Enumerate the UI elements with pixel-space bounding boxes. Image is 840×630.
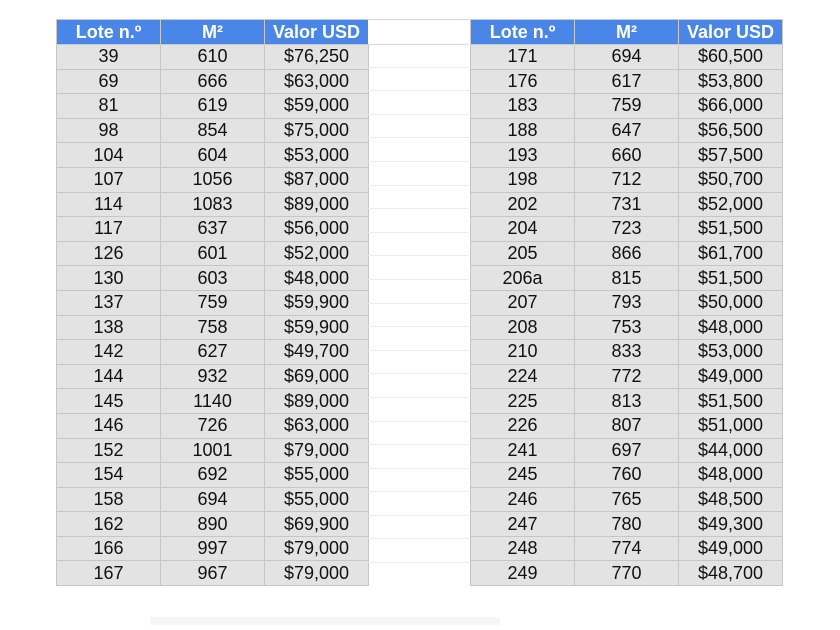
area-m2-cell: 759 <box>161 290 265 315</box>
area-m2-cell: 815 <box>575 266 679 291</box>
header-row <box>471 20 783 45</box>
table-row <box>57 167 369 192</box>
area-m2-cell: 833 <box>575 340 679 365</box>
table-row <box>57 315 369 340</box>
bottom-divider <box>150 617 500 625</box>
value-usd-cell: $79,000 <box>265 438 369 463</box>
area-m2-cell: 866 <box>575 241 679 266</box>
value-usd-cell: $51,500 <box>679 217 783 242</box>
lot-number-cell: 193 <box>471 143 575 168</box>
table-row <box>57 487 369 512</box>
table-row <box>471 94 783 119</box>
table-row <box>57 118 369 143</box>
value-usd-header: Valor USD <box>679 20 783 45</box>
table-row <box>471 315 783 340</box>
spacer-line <box>368 162 469 186</box>
value-usd-cell: $55,000 <box>265 463 369 488</box>
lot-number-cell: 146 <box>57 413 161 438</box>
area-m2-cell: 890 <box>161 512 265 537</box>
area-m2-cell: 692 <box>161 463 265 488</box>
table-row <box>471 290 783 315</box>
area-m2-header: M² <box>575 20 679 45</box>
value-usd-cell: $76,250 <box>265 45 369 70</box>
spacer-line <box>368 469 469 493</box>
spacer-line <box>368 233 469 257</box>
value-usd-cell: $87,000 <box>265 167 369 192</box>
area-m2-cell: 813 <box>575 389 679 414</box>
area-m2-cell: 1083 <box>161 192 265 217</box>
value-usd-cell: $55,000 <box>265 487 369 512</box>
table-row <box>471 241 783 266</box>
area-m2-cell: 603 <box>161 266 265 291</box>
area-m2-cell: 772 <box>575 364 679 389</box>
table-row <box>57 389 369 414</box>
area-m2-cell: 604 <box>161 143 265 168</box>
lot-number-cell: 107 <box>57 167 161 192</box>
value-usd-cell: $48,700 <box>679 561 783 586</box>
value-usd-cell: $51,500 <box>679 266 783 291</box>
value-usd-cell: $48,000 <box>679 463 783 488</box>
value-usd-cell: $48,000 <box>679 315 783 340</box>
spacer-line <box>368 422 469 446</box>
table-row <box>471 69 783 94</box>
table-row <box>57 143 369 168</box>
lot-number-cell: 104 <box>57 143 161 168</box>
spacer-line <box>368 327 469 351</box>
area-m2-cell: 601 <box>161 241 265 266</box>
lot-number-cell: 130 <box>57 266 161 291</box>
lot-number-cell: 145 <box>57 389 161 414</box>
lot-price-table-right <box>470 19 783 586</box>
lot-number-cell: 69 <box>57 69 161 94</box>
area-m2-cell: 997 <box>161 536 265 561</box>
lot-number-cell: 183 <box>471 94 575 119</box>
lot-number-cell: 245 <box>471 463 575 488</box>
area-m2-cell: 694 <box>161 487 265 512</box>
spacer-line <box>368 492 469 516</box>
lot-number-cell: 246 <box>471 487 575 512</box>
area-m2-cell: 780 <box>575 512 679 537</box>
area-m2-cell: 753 <box>575 315 679 340</box>
lot-number-cell: 138 <box>57 315 161 340</box>
lot-number-cell: 205 <box>471 241 575 266</box>
spacer-line <box>368 304 469 328</box>
table-row <box>57 561 369 586</box>
table-row <box>471 118 783 143</box>
spacer-line <box>368 516 469 540</box>
value-usd-cell: $60,500 <box>679 45 783 70</box>
table-row <box>471 143 783 168</box>
lot-number-cell: 207 <box>471 290 575 315</box>
lot-number-cell: 188 <box>471 118 575 143</box>
value-usd-cell: $49,700 <box>265 340 369 365</box>
lot-number-cell: 204 <box>471 217 575 242</box>
table-row <box>471 389 783 414</box>
spacer-gridlines <box>368 44 469 563</box>
table-row <box>471 364 783 389</box>
area-m2-cell: 932 <box>161 364 265 389</box>
area-m2-cell: 1140 <box>161 389 265 414</box>
table-row <box>57 463 369 488</box>
value-usd-cell: $61,700 <box>679 241 783 266</box>
lot-number-cell: 249 <box>471 561 575 586</box>
area-m2-cell: 723 <box>575 217 679 242</box>
value-usd-cell: $89,000 <box>265 389 369 414</box>
area-m2-cell: 759 <box>575 94 679 119</box>
value-usd-cell: $49,000 <box>679 364 783 389</box>
lot-number-cell: 171 <box>471 45 575 70</box>
lot-number-cell: 176 <box>471 69 575 94</box>
spacer-line <box>368 44 469 68</box>
value-usd-cell: $79,000 <box>265 536 369 561</box>
value-usd-cell: $59,900 <box>265 290 369 315</box>
lot-number-cell: 248 <box>471 536 575 561</box>
area-m2-cell: 637 <box>161 217 265 242</box>
value-usd-cell: $53,000 <box>265 143 369 168</box>
area-m2-cell: 807 <box>575 413 679 438</box>
lot-number-cell: 39 <box>57 45 161 70</box>
spacer-line <box>368 445 469 469</box>
value-usd-cell: $48,000 <box>265 266 369 291</box>
table-row <box>471 512 783 537</box>
area-m2-cell: 760 <box>575 463 679 488</box>
spacer-line <box>368 115 469 139</box>
value-usd-cell: $63,000 <box>265 413 369 438</box>
lot-number-cell: 114 <box>57 192 161 217</box>
lot-number-cell: 167 <box>57 561 161 586</box>
value-usd-cell: $53,800 <box>679 69 783 94</box>
spacer-line <box>368 91 469 115</box>
value-usd-cell: $69,900 <box>265 512 369 537</box>
lot-number-cell: 206a <box>471 266 575 291</box>
lot-number-header: Lote n.º <box>57 20 161 45</box>
lot-number-cell: 142 <box>57 340 161 365</box>
value-usd-cell: $52,000 <box>265 241 369 266</box>
value-usd-cell: $56,000 <box>265 217 369 242</box>
lot-number-cell: 202 <box>471 192 575 217</box>
value-usd-cell: $59,000 <box>265 94 369 119</box>
lot-number-cell: 226 <box>471 413 575 438</box>
value-usd-cell: $69,000 <box>265 364 369 389</box>
lot-number-cell: 162 <box>57 512 161 537</box>
area-m2-cell: 1056 <box>161 167 265 192</box>
value-usd-cell: $50,000 <box>679 290 783 315</box>
value-usd-cell: $44,000 <box>679 438 783 463</box>
area-m2-cell: 610 <box>161 45 265 70</box>
spacer-line <box>368 374 469 398</box>
table-row <box>57 192 369 217</box>
lot-number-cell: 158 <box>57 487 161 512</box>
table-row <box>57 290 369 315</box>
table-row <box>57 266 369 291</box>
table-row <box>471 266 783 291</box>
value-usd-cell: $49,000 <box>679 536 783 561</box>
area-m2-header: M² <box>161 20 265 45</box>
table-row <box>57 94 369 119</box>
spacer-line <box>368 138 469 162</box>
lot-number-cell: 225 <box>471 389 575 414</box>
area-m2-cell: 770 <box>575 561 679 586</box>
value-usd-cell: $89,000 <box>265 192 369 217</box>
table-row <box>471 167 783 192</box>
area-m2-cell: 666 <box>161 69 265 94</box>
spacer-line <box>368 280 469 304</box>
lot-number-cell: 137 <box>57 290 161 315</box>
lot-number-header: Lote n.º <box>471 20 575 45</box>
table-row <box>57 413 369 438</box>
area-m2-cell: 619 <box>161 94 265 119</box>
lot-number-cell: 117 <box>57 217 161 242</box>
value-usd-cell: $50,700 <box>679 167 783 192</box>
lot-number-cell: 210 <box>471 340 575 365</box>
table-row <box>471 413 783 438</box>
value-usd-cell: $66,000 <box>679 94 783 119</box>
value-usd-cell: $57,500 <box>679 143 783 168</box>
value-usd-header: Valor USD <box>265 20 369 45</box>
area-m2-cell: 660 <box>575 143 679 168</box>
table-row <box>471 561 783 586</box>
table-row <box>57 241 369 266</box>
lot-number-cell: 152 <box>57 438 161 463</box>
area-m2-cell: 774 <box>575 536 679 561</box>
table-row <box>57 438 369 463</box>
spacer-column <box>368 19 469 45</box>
area-m2-cell: 967 <box>161 561 265 586</box>
table-row <box>57 512 369 537</box>
table-row <box>57 69 369 94</box>
spacer-line <box>368 186 469 210</box>
lot-number-cell: 198 <box>471 167 575 192</box>
table-row <box>57 364 369 389</box>
spacer-line <box>368 539 469 563</box>
table-row <box>471 487 783 512</box>
table-row <box>57 45 369 70</box>
value-usd-cell: $52,000 <box>679 192 783 217</box>
area-m2-cell: 694 <box>575 45 679 70</box>
table-row <box>471 340 783 365</box>
area-m2-cell: 712 <box>575 167 679 192</box>
table-row <box>471 45 783 70</box>
table-row <box>471 438 783 463</box>
value-usd-cell: $63,000 <box>265 69 369 94</box>
area-m2-cell: 758 <box>161 315 265 340</box>
value-usd-cell: $59,900 <box>265 315 369 340</box>
lot-number-cell: 247 <box>471 512 575 537</box>
lot-number-cell: 98 <box>57 118 161 143</box>
spacer-line <box>368 351 469 375</box>
area-m2-cell: 627 <box>161 340 265 365</box>
area-m2-cell: 854 <box>161 118 265 143</box>
lot-number-cell: 126 <box>57 241 161 266</box>
table-row <box>471 463 783 488</box>
area-m2-cell: 697 <box>575 438 679 463</box>
area-m2-cell: 647 <box>575 118 679 143</box>
lot-number-cell: 224 <box>471 364 575 389</box>
value-usd-cell: $51,500 <box>679 389 783 414</box>
value-usd-cell: $48,500 <box>679 487 783 512</box>
lot-number-cell: 208 <box>471 315 575 340</box>
value-usd-cell: $49,300 <box>679 512 783 537</box>
lot-number-cell: 81 <box>57 94 161 119</box>
spacer-line <box>368 209 469 233</box>
value-usd-cell: $51,000 <box>679 413 783 438</box>
value-usd-cell: $56,500 <box>679 118 783 143</box>
spacer-line <box>368 68 469 92</box>
lot-price-table-left <box>56 19 369 586</box>
spacer-line <box>368 256 469 280</box>
lot-number-cell: 144 <box>57 364 161 389</box>
lot-number-cell: 154 <box>57 463 161 488</box>
table-row <box>57 217 369 242</box>
value-usd-cell: $79,000 <box>265 561 369 586</box>
table-row <box>471 217 783 242</box>
header-row <box>57 20 369 45</box>
table-row <box>57 536 369 561</box>
area-m2-cell: 1001 <box>161 438 265 463</box>
value-usd-cell: $53,000 <box>679 340 783 365</box>
table-row <box>471 536 783 561</box>
area-m2-cell: 731 <box>575 192 679 217</box>
lot-number-cell: 241 <box>471 438 575 463</box>
spacer-line <box>368 398 469 422</box>
table-row <box>57 340 369 365</box>
area-m2-cell: 726 <box>161 413 265 438</box>
area-m2-cell: 793 <box>575 290 679 315</box>
lot-number-cell: 166 <box>57 536 161 561</box>
area-m2-cell: 617 <box>575 69 679 94</box>
value-usd-cell: $75,000 <box>265 118 369 143</box>
area-m2-cell: 765 <box>575 487 679 512</box>
table-row <box>471 192 783 217</box>
